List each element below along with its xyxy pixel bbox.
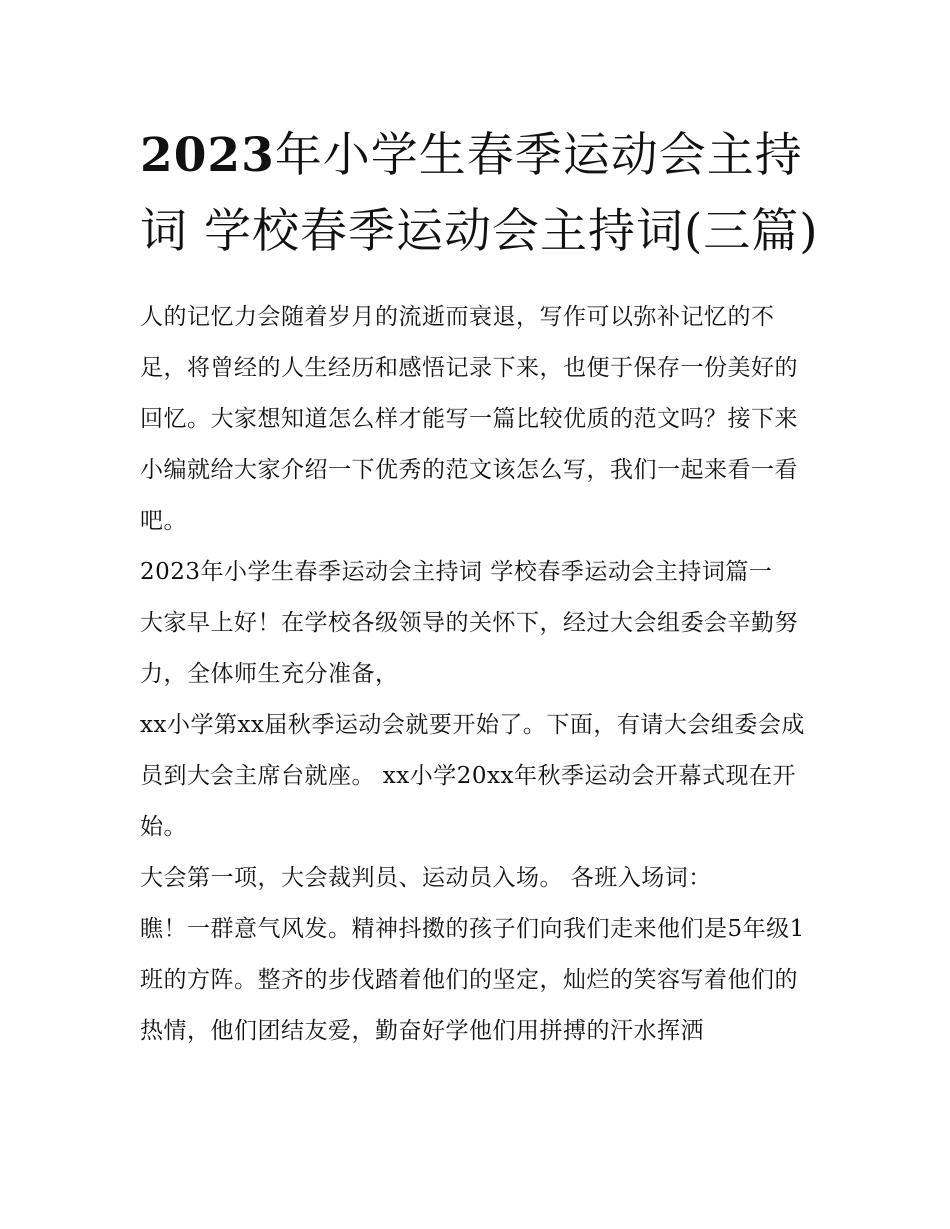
title-text: 年小学生春季运动会主持词 学校春季运动会主持词(三篇) <box>140 128 819 259</box>
document-title <box>140 118 820 270</box>
paragraph-opening: xx小学第xx届秋季运动会就要开始了。下面，有请大会组委会成员到大会主席台就座。 xx小学20xx年秋季运动会开幕式现在开始。 <box>140 712 805 840</box>
paragraph-class-intro: 瞧！一群意气风发。精神抖擞的孩子们向我们走来他们是5年级1班的方阵。整齐的步伐踏着他们的坚定，灿烂的笑容写着他们的热情，他们团结友爱，勤奋好学他们用拼搏的汗水挥洒 <box>140 916 805 1044</box>
document-page <box>140 118 820 1057</box>
document-body <box>140 292 820 1057</box>
paragraph-first-item: 大会第一项，大会裁判员、运动员入场。 各班入场词： <box>140 865 712 891</box>
paragraph-section-heading: 2023年小学生春季运动会主持词 学校春季运动会主持词篇一 <box>140 559 773 585</box>
paragraph-intro: 人的记忆力会随着岁月的流逝而衰退，写作可以弥补记忆的不足，将曾经的人生经历和感悟记录下来，也便于保存一份美好的回忆。大家想知道怎么样才能写一篇比较优质的范文吗？接下来小编就给大家介绍一下优秀的范文该怎么写，我们一起来看一看吧。 <box>140 304 798 534</box>
title-year: 2023 <box>140 128 275 183</box>
paragraph-greeting: 大家早上好！在学校各级领导的关怀下，经过大会组委会辛勤努力，全体师生充分准备， <box>140 610 798 687</box>
